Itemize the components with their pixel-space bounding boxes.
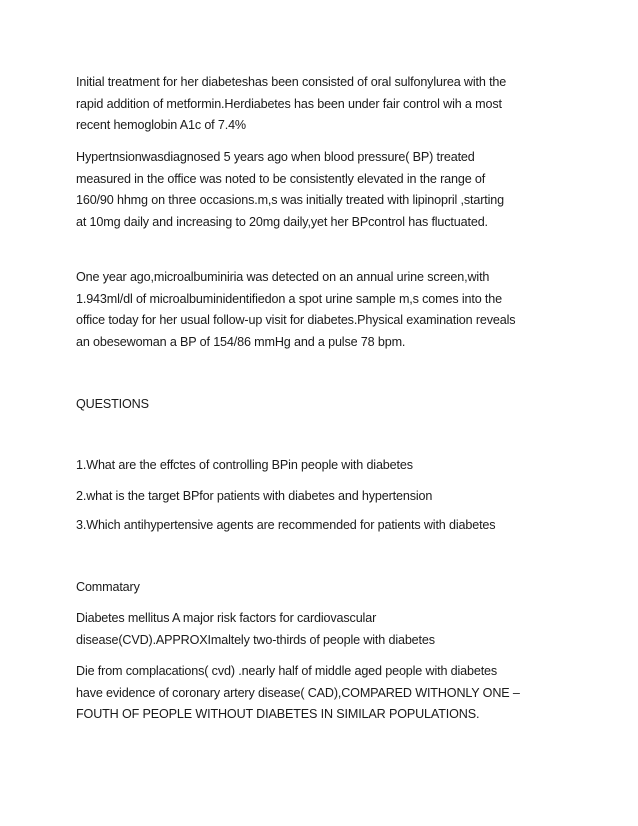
question-2: [76, 486, 576, 508]
text-line: 2.what is the target BPfor patients with diabetes and hypertension: [76, 489, 433, 503]
text-line: at 10mg daily and increasing to 20mg daily,yet her BPcontrol has fluctuated.: [76, 214, 488, 229]
questions-heading: [76, 394, 576, 416]
text-line: 1.943ml/dl of microalbuminidentifiedon a spot urine sample m,s comes into the: [76, 291, 502, 306]
text-line: have evidence of coronary artery disease( CAD),COMPARED WITHONLY ONE –: [76, 685, 520, 700]
text-line: 1.What are the effctes of controlling BPin people with diabetes: [76, 458, 413, 472]
question-1: [76, 455, 576, 477]
question-3: [76, 515, 576, 537]
text-line: rapid addition of metformin.Herdiabetes has been under fair control wih a most: [76, 96, 502, 111]
text-line: QUESTIONS: [76, 397, 149, 411]
text-line: One year ago,microalbuminiria was detected on an annual urine screen,with: [76, 270, 490, 284]
paragraph-initial-treatment: [76, 72, 576, 137]
text-line: 160/90 hhmg on three occasions.m,s was initially treated with lipinopril ,starting: [76, 193, 505, 207]
paragraph-diabetes-mellitus: [76, 608, 576, 651]
text-line: office today for her usual follow-up visit for diabetes.Physical examination reveals: [76, 313, 516, 327]
text-line: Diabetes mellitus A major risk factors for cardiovascular: [76, 611, 377, 625]
text-line: Die from complacations( cvd) .nearly half of middle aged people with diabetes: [76, 664, 498, 678]
text-line: recent hemoglobin A1c of 7.4%: [76, 118, 246, 132]
commentary-heading: [76, 577, 576, 599]
paragraph-hypertension: [76, 147, 576, 233]
text-line: 3.Which antihypertensive agents are recommended for patients with diabetes: [76, 518, 496, 532]
text-line: measured in the office was noted to be consistently elevated in the range of: [76, 171, 486, 186]
text-line: FOUTH OF PEOPLE WITHOUT DIABETES IN SIMILAR POPULATIONS.: [76, 707, 480, 721]
text-line: disease(CVD).APPROXImaltely two-thirds of people with diabetes: [76, 632, 435, 647]
text-line: Commatary: [76, 580, 140, 594]
paragraph-cvd-mortality: [76, 661, 576, 726]
paragraph-microalbuminuria: [76, 267, 576, 353]
text-line: Hypertnsionwasdiagnosed 5 years ago when blood pressure( BP) treated: [76, 150, 475, 164]
text-line: an obesewoman a BP of 154/86 mmHg and a pulse 78 bpm.: [76, 334, 406, 349]
text-line: Initial treatment for her diabeteshas been consisted of oral sulfonylurea with the: [76, 75, 507, 89]
